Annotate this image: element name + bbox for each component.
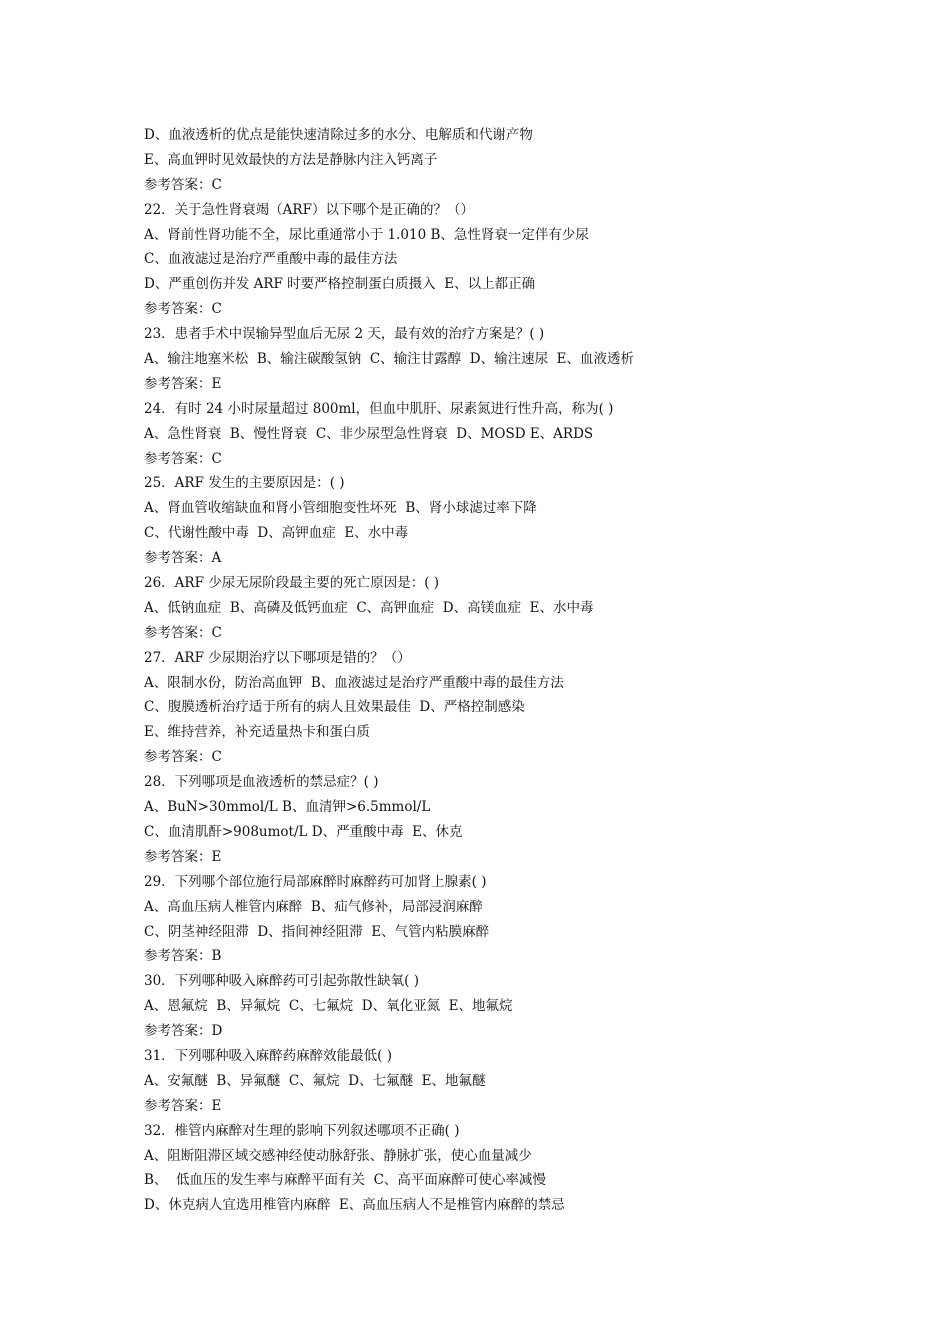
option-line: E、维持营养，补充适量热卡和蛋白质	[144, 724, 370, 741]
option-line: A、限制水份，防治高血钾 B、血液滤过是治疗严重酸中毒的最佳方法	[144, 674, 564, 691]
answer-line: 参考答案：B	[144, 948, 222, 965]
option-line: A、肾血管收缩缺血和肾小管细胞变性坏死 B、肾小球滤过率下降	[144, 500, 537, 517]
option-line: A、肾前性肾功能不全，尿比重通常小于 1.010 B、急性肾衰一定伴有少尿	[144, 226, 589, 243]
option-line: A、输注地塞米松 B、输注碳酸氢钠 C、输注甘露醇 D、输注速尿 E、血液透析	[144, 351, 635, 368]
option-line: D、休克病人宜选用椎管内麻醉 E、高血压病人不是椎管内麻醉的禁忌	[144, 1197, 565, 1214]
answer-line: 参考答案：C	[144, 624, 222, 641]
question-line: 25．ARF 发生的主要原因是：( )	[144, 475, 345, 492]
question-line: 27．ARF 少尿期治疗以下哪项是错的？（）	[144, 649, 411, 666]
answer-line: 参考答案：D	[144, 1023, 223, 1040]
option-line: B、 低血压的发生率与麻醉平面有关 C、高平面麻醉可使心率减慢	[144, 1172, 546, 1189]
question-line: 32．椎管内麻醉对生理的影响下列叙述哪项不正确( )	[144, 1122, 460, 1139]
option-line: A、阻断阻滞区域交感神经使动脉舒张、静脉扩张，使心血量减少	[144, 1147, 532, 1164]
question-line: 22．关于急性肾衰竭（ARF）以下哪个是正确的？（）	[144, 201, 474, 218]
option-line: D、严重创伤并发 ARF 时要严格控制蛋白质摄入 E、以上都正确	[144, 276, 536, 293]
option-line: C、血液滤过是治疗严重酸中毒的最佳方法	[144, 251, 398, 268]
option-line: C、阴茎神经阻滞 D、指间神经阻滞 E、气管内粘膜麻醉	[144, 923, 490, 940]
question-line: 26．ARF 少尿无尿阶段最主要的死亡原因是：( )	[144, 575, 440, 592]
answer-line: 参考答案：C	[144, 176, 222, 193]
question-line: 23．患者手术中误输异型血后无尿 2 天，最有效的治疗方案是？( )	[144, 326, 545, 343]
option-line: C、代谢性酸中毒 D、高钾血症 E、水中毒	[144, 525, 409, 542]
text-line: E、高血钾时见效最快的方法是静脉内注入钙离子	[144, 151, 438, 168]
option-line: A、恩氟烷 B、异氟烷 C、七氟烷 D、氧化亚氮 E、地氟烷	[144, 998, 513, 1015]
answer-line: 参考答案：E	[144, 848, 222, 865]
question-line: 29．下列哪个部位施行局部麻醉时麻醉药可加肾上腺素( )	[144, 873, 487, 890]
document-body	[144, 123, 864, 1218]
answer-line: 参考答案：A	[144, 550, 222, 567]
question-line: 30．下列哪种吸入麻醉药可引起弥散性缺氧( )	[144, 973, 420, 990]
answer-line: 参考答案：C	[144, 450, 222, 467]
question-line: 24．有时 24 小时尿量超过 800ml，但血中肌肝、尿素氮进行性升高，称为( )	[144, 400, 614, 417]
question-line: 31．下列哪种吸入麻醉药麻醉效能最低( )	[144, 1047, 393, 1064]
question-line: 28．下列哪项是血液透析的禁忌症？( )	[144, 774, 379, 791]
option-line: A、BuN>30mmol/L B、血清钾>6.5mmol/L	[144, 799, 431, 816]
answer-line: 参考答案：C	[144, 749, 222, 766]
option-line: A、急性肾衰 B、慢性肾衰 C、非少尿型急性肾衰 D、MOSD E、ARDS	[144, 425, 594, 442]
option-line: A、高血压病人椎管内麻醉 B、疝气修补，局部浸润麻醉	[144, 898, 483, 915]
answer-line: 参考答案：E	[144, 375, 222, 392]
option-line: A、安氟醚 B、异氟醚 C、氟烷 D、七氟醚 E、地氟醚	[144, 1072, 486, 1089]
option-line: A、低钠血症 B、高磷及低钙血症 C、高钾血症 D、高镁血症 E、水中毒	[144, 599, 594, 616]
answer-line: 参考答案：E	[144, 1097, 222, 1114]
text-line: D、血液透析的优点是能快速清除过多的水分、电解质和代谢产物	[144, 127, 533, 143]
option-line: C、血清肌酐>908umot/L D、严重酸中毒 E、休克	[144, 823, 463, 840]
answer-line: 参考答案：C	[144, 301, 222, 318]
option-line: C、腹膜透析治疗适于所有的病人且效果最佳 D、严格控制感染	[144, 699, 525, 716]
